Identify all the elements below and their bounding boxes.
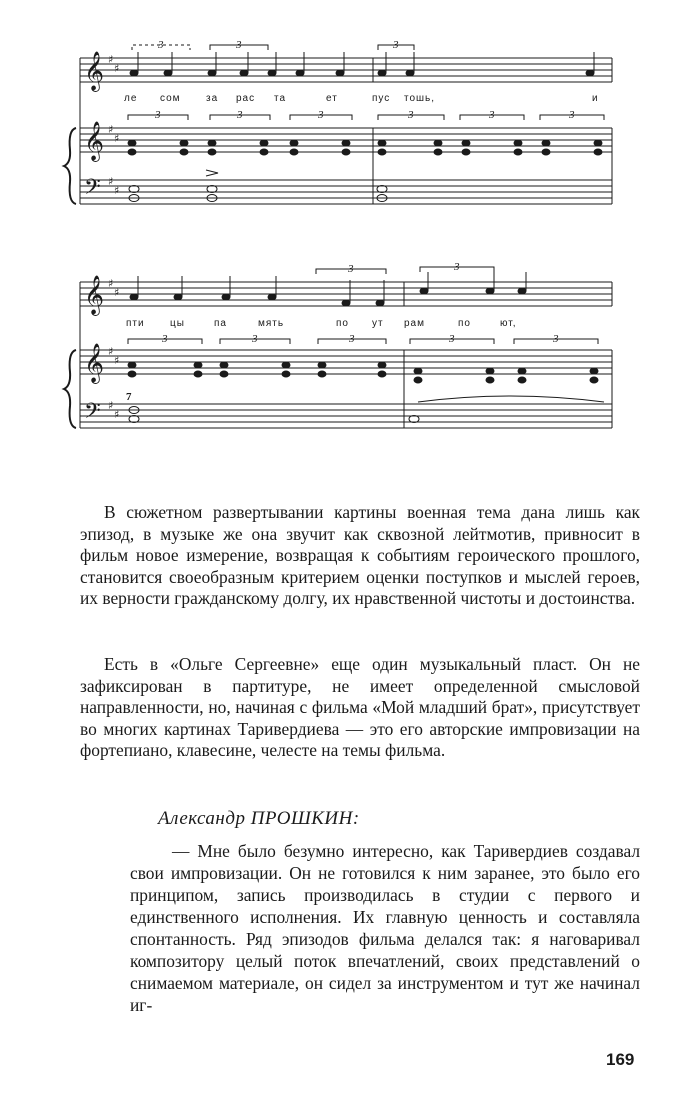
body-paragraph: В сюжетном развертывании картины военная тема дана лишь как эпизод, в музыке же она звучит как сквозной лейтмотив, привносит в фильм новое измерение, возвращая к событиям героического прошлого, становится своеобразным критерием оценки поступков и мыслей героев, их верности гражданскому долгу, их нравственной чистоты и достоинства.: [80, 502, 640, 609]
lyric-syllable: та: [274, 93, 287, 104]
tuplet-number: 3: [162, 333, 168, 345]
sharp-icon: ♯: [108, 399, 114, 412]
tuplet-number: 3: [349, 333, 355, 345]
sharp-icon: ♯: [108, 123, 114, 136]
bass-clef-icon: 𝄢: [84, 175, 101, 205]
tuplet-number: 3: [489, 109, 495, 121]
voice-staff-1: [80, 58, 612, 82]
lyric-syllable: пус: [372, 93, 391, 104]
bass-clef-icon: 𝄢: [84, 399, 101, 429]
brace-2: [64, 350, 76, 428]
treble-clef-icon: 𝄞: [84, 121, 105, 161]
quote-paragraph: — Мне было безумно интересно, как Таривердиев создавал свои импровизации. Он не готовился к ним заранее, это было его принципом, запись производилась в студии с первого и единственного исполнения. Их главную ценность и составляла спонтанность. Ряд эпизодов фильма делался так: я наговаривал композитору целый поток впечатлений, своих представлений о снимаемом материале, он сидел за инструментом и тут же начинал иг-: [130, 841, 640, 1015]
sharp-icon: ♯: [114, 286, 120, 299]
music-score: [0, 0, 680, 470]
piano-treble-notes-1: [128, 140, 602, 155]
page-number: 169: [606, 1050, 635, 1069]
lyric-syllable: рас: [236, 93, 256, 104]
lyric-syllable: мять: [258, 318, 285, 329]
body-paragraph: Есть в «Ольге Сергеевне» еще один музыкальный пласт. Он не зафиксирован в партитуре, не имеет определенной смысловой направленности, но, начиная с фильма «Мой младший брат», присутствует во многих картинах Таривердиева — это его авторские импровизации на фортепиано, клавесине, челесте на темы фильма.: [80, 654, 640, 761]
notes: [128, 52, 602, 423]
tuplet-number: 3: [237, 109, 243, 121]
sharp-icon: ♯: [108, 345, 114, 358]
sharp-icon: ♯: [114, 354, 120, 367]
lyric-syllable: по: [458, 318, 471, 329]
tuplet-number: 3: [408, 109, 414, 121]
speaker-heading: Александр ПРОШКИН:: [158, 808, 360, 829]
tuplet-number: 3: [252, 333, 258, 345]
lyric-syllable: по: [336, 318, 349, 329]
lyric-syllable: па: [214, 318, 227, 329]
tuplet-number: 3: [318, 109, 324, 121]
brace-1: [64, 128, 76, 204]
piano-treble-staff-2: [80, 350, 612, 374]
sharp-icon: ♯: [114, 62, 120, 75]
piano-bass-notes-1: [129, 186, 387, 202]
piano-bass-notes-2: [129, 407, 419, 423]
lyric-syllable: ют,: [500, 318, 517, 329]
voice-notes-2: [130, 272, 526, 306]
piano-bass-staff-1: [80, 180, 612, 204]
tuplet-number: 3: [158, 39, 164, 51]
tuplet-number: 3: [569, 109, 575, 121]
lyric-syllable: ет: [326, 93, 338, 104]
tuplet-number: 3: [155, 109, 161, 121]
piano-treble-notes-2: [128, 362, 598, 383]
lyric-syllable: рам: [404, 318, 425, 329]
lyric-syllable: за: [206, 93, 219, 104]
lyric-syllable: цы: [170, 318, 185, 329]
lyric-syllable: пти: [126, 318, 145, 329]
lyric-syllable: сом: [160, 93, 181, 104]
sharp-icon: ♯: [108, 175, 114, 188]
treble-clef-icon: 𝄞: [84, 51, 105, 91]
lyric-syllable: тошь,: [404, 93, 436, 104]
figure-label: 7: [126, 391, 132, 403]
tuplet-number: 3: [449, 333, 455, 345]
tuplet-number: 3: [236, 39, 242, 51]
tuplet-number: 3: [454, 261, 460, 273]
tuplet-number: 3: [553, 333, 559, 345]
sharp-icon: ♯: [108, 277, 114, 290]
lyric-syllable: и: [592, 93, 599, 104]
tuplet-number: 3: [393, 39, 399, 51]
sharp-icon: ♯: [108, 53, 114, 66]
treble-clef-icon: 𝄞: [84, 343, 105, 383]
sharp-icon: ♯: [114, 184, 120, 197]
lyric-syllable: ле: [124, 93, 138, 104]
tuplet-number: 3: [348, 263, 354, 275]
piano-bass-staff-2: [80, 404, 612, 428]
lyric-syllable: ут: [372, 318, 384, 329]
sharp-icon: ♯: [114, 132, 120, 145]
treble-clef-icon: 𝄞: [84, 275, 105, 315]
sharp-icon: ♯: [114, 408, 120, 421]
